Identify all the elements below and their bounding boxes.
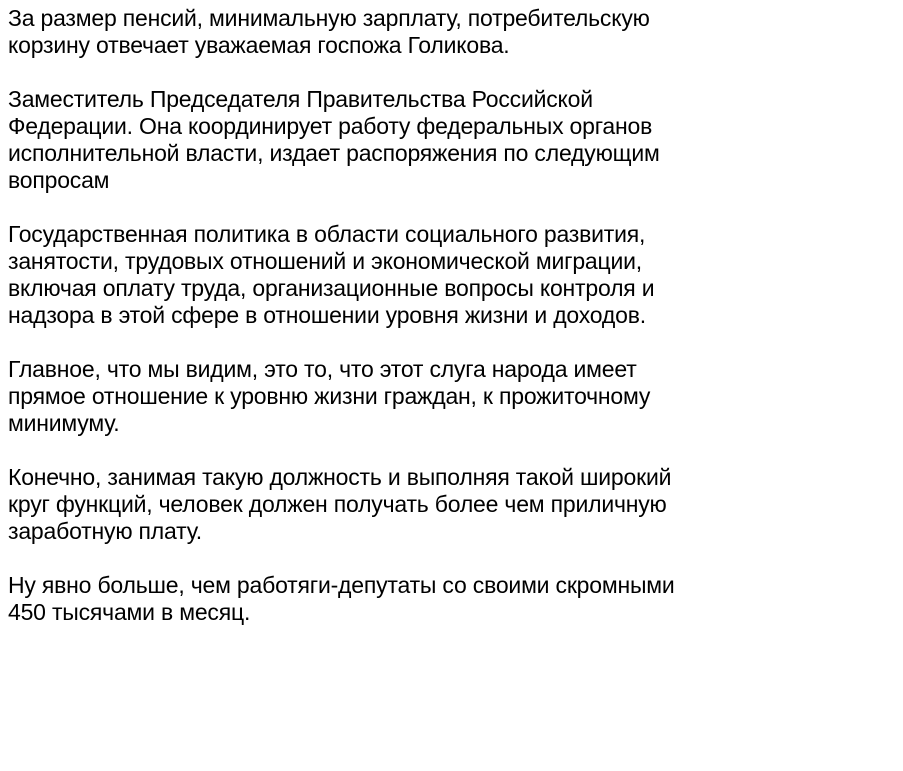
paragraph-line: Ну явно больше, чем работяги-депутаты со своими скромными [8, 572, 675, 598]
paragraph-line: исполнительной власти, издает распоряжения по следующим [8, 140, 660, 166]
paragraph-line: 450 тысячами в месяц. [8, 599, 251, 625]
paragraph-line: Государственная политика в области социального развития, [8, 221, 646, 247]
paragraph-line: круг функций, человек должен получать более чем приличную [8, 491, 667, 517]
paragraph-4 [8, 356, 895, 437]
paragraph-line: За размер пенсий, минимальную зарплату, потребительскую [8, 5, 650, 31]
paragraph-line: заработную плату. [8, 518, 202, 544]
paragraph-line: надзора в этой сфере в отношении уровня жизни и доходов. [8, 302, 646, 328]
paragraph-line: Конечно, занимая такую должность и выполняя такой широкий [8, 464, 672, 490]
paragraph-line: включая оплату труда, организационные вопросы контроля и [8, 275, 655, 301]
paragraph-3 [8, 221, 895, 329]
paragraph-line: корзину отвечает уважаемая госпожа Голикова. [8, 32, 510, 58]
paragraph-line: Заместитель Председателя Правительства Российской [8, 86, 593, 112]
paragraph-1 [8, 5, 895, 59]
paragraph-line: минимуму. [8, 410, 120, 436]
paragraph-line: Федерации. Она координирует работу федеральных органов [8, 113, 653, 139]
paragraph-line: вопросам [8, 167, 110, 193]
paragraph-line: прямое отношение к уровню жизни граждан, к прожиточному [8, 383, 651, 409]
paragraph-6 [8, 572, 895, 626]
paragraph-line: Главное, что мы видим, это то, что этот слуга народа имеет [8, 356, 637, 382]
paragraph-line: занятости, трудовых отношений и экономической миграции, [8, 248, 642, 274]
paragraph-2 [8, 86, 895, 194]
paragraph-5 [8, 464, 895, 545]
